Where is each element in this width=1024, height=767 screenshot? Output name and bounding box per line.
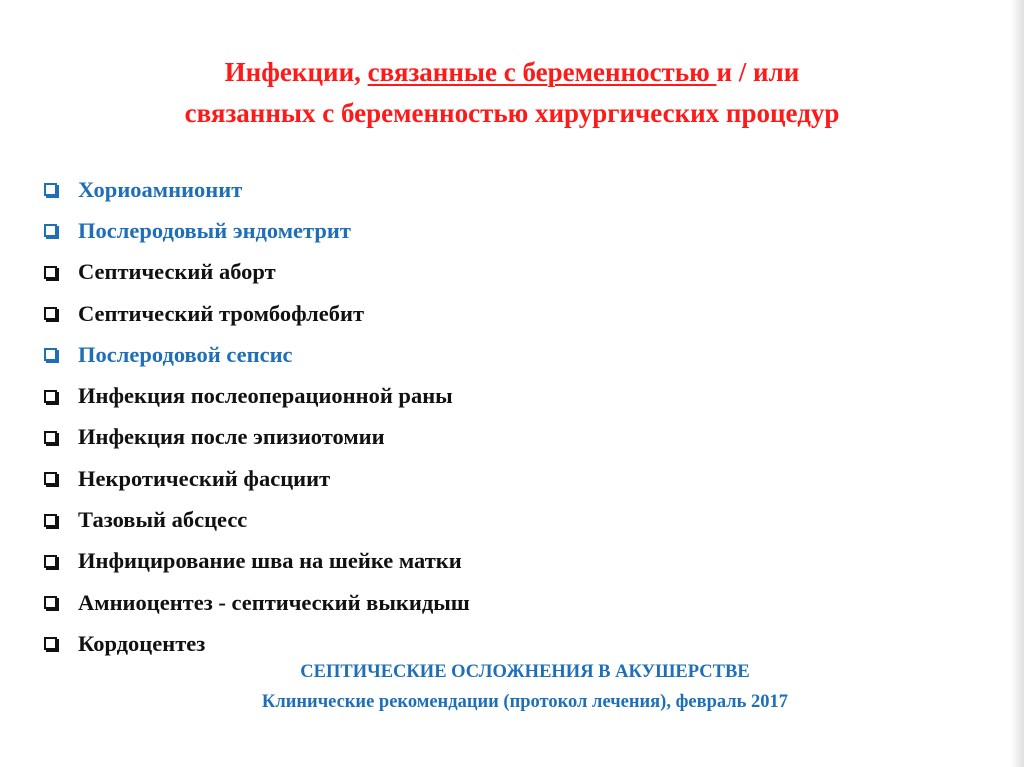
list-item — [44, 582, 470, 623]
title-part-1: Инфекции, — [224, 57, 368, 87]
checkbox-icon — [44, 348, 57, 361]
list-item — [44, 375, 470, 416]
title-line-2: связанных с беременностью хирургических процедур — [184, 98, 840, 128]
list-item-label: Септический тромбофлебит — [78, 300, 365, 326]
checkbox-icon — [44, 596, 57, 609]
title-underlined-phrase: связанные с беременностью — [367, 57, 717, 87]
list-item-label: Тазовый абсцесс — [78, 507, 248, 533]
list-item-label: Некротический фасциит — [78, 465, 331, 491]
list-item — [44, 499, 470, 540]
list-item — [44, 334, 470, 375]
checkbox-icon — [44, 183, 57, 196]
checkbox-icon — [44, 555, 57, 568]
checkbox-icon — [44, 472, 57, 485]
list-item — [44, 293, 470, 334]
list-item — [44, 541, 470, 582]
checkbox-icon — [44, 266, 57, 279]
checkbox-icon — [44, 431, 57, 444]
checkbox-icon — [44, 514, 57, 527]
slide-title — [0, 52, 1024, 134]
list-item — [44, 252, 470, 293]
list-item-label: Послеродовой сепсис — [78, 341, 293, 367]
list-item-label: Инфекция после эпизиотомии — [78, 424, 385, 450]
checkbox-icon — [44, 224, 57, 237]
source-title: СЕПТИЧЕСКИЕ ОСЛОЖНЕНИЯ В АКУШЕРСТВЕ — [300, 662, 750, 682]
list-item — [44, 169, 470, 210]
list-item — [44, 417, 470, 458]
checkbox-icon — [44, 637, 57, 650]
list-item-label: Кордоцентез — [78, 630, 206, 656]
page-edge-shadow — [1010, 0, 1024, 767]
list-item-label: Инфицирование шва на шейке матки — [78, 548, 462, 574]
infection-list — [44, 169, 470, 665]
list-item — [44, 458, 470, 499]
list-item-label: Хориоамнионит — [78, 176, 243, 202]
source-subtitle: Клинические рекомендации (протокол лечения), февраль 2017 — [261, 692, 789, 712]
list-item-label: Инфекция послеоперационной раны — [78, 383, 453, 409]
list-item-label: Амниоцентез - септический выкидыш — [78, 589, 470, 615]
checkbox-icon — [44, 307, 57, 320]
list-item-label: Септический аборт — [78, 259, 276, 285]
list-item — [44, 623, 470, 664]
title-part-2: и / или — [716, 57, 800, 87]
list-item-label: Послеродовый эндометрит — [78, 217, 351, 243]
list-item — [44, 210, 470, 251]
checkbox-icon — [44, 390, 57, 403]
